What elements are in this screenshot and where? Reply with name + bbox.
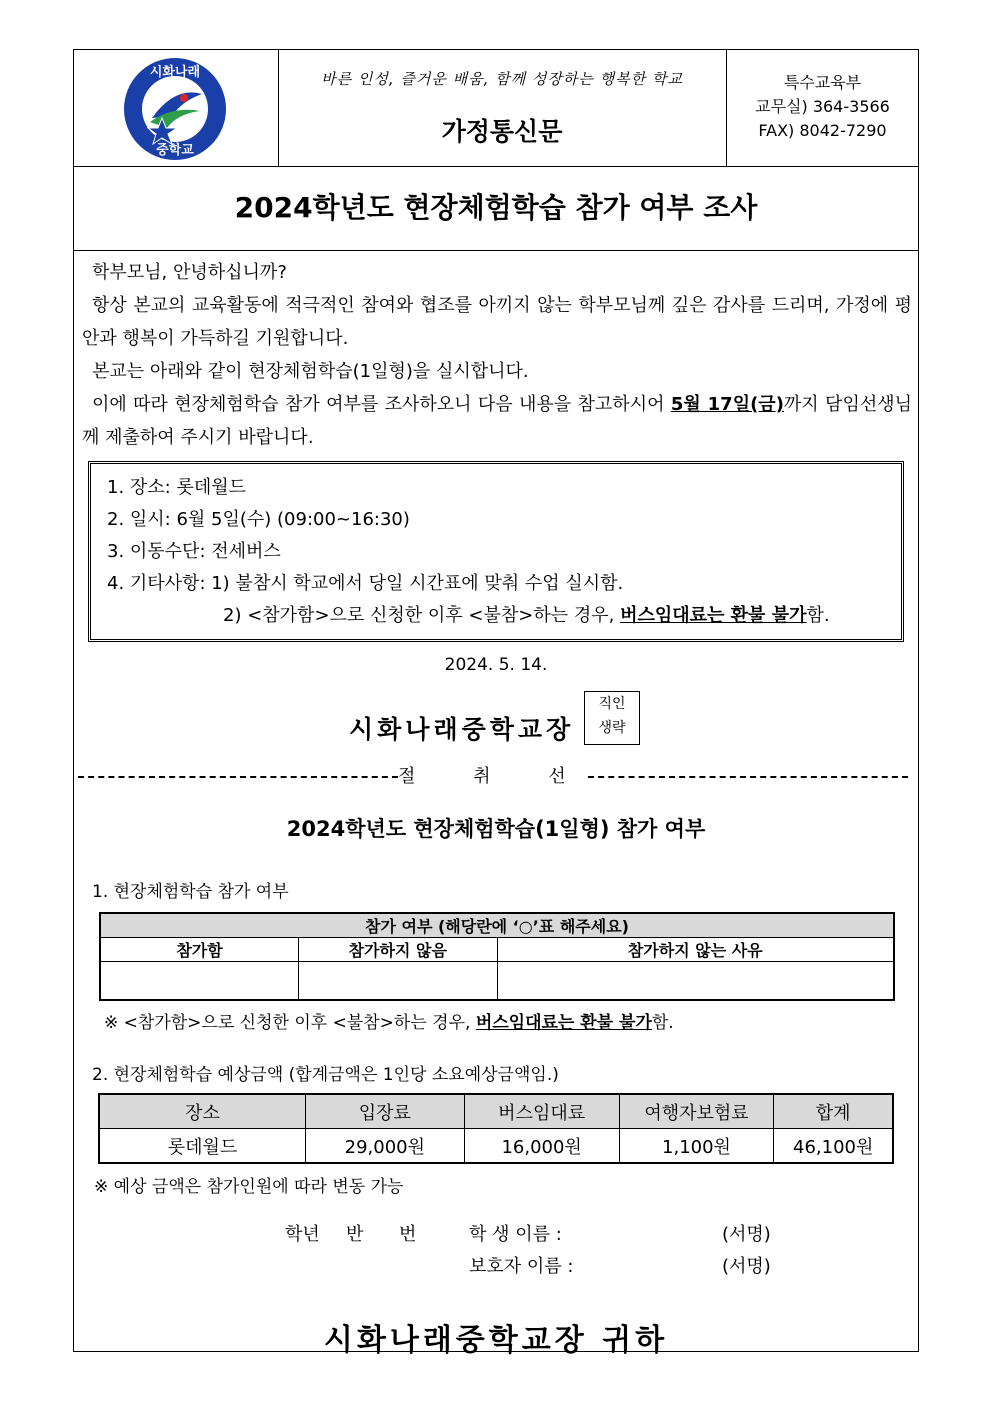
logo-text-bottom: 중학교 [156, 143, 194, 158]
reason-cell[interactable] [497, 962, 894, 1001]
refund-note-emph: 버스임대료는 환불 불가 [475, 1013, 652, 1033]
department: 특수교육부 [783, 73, 862, 92]
paragraph-3-end: 까지 담임선생님께 제출하여 주시기 바랍니다. [82, 394, 912, 448]
refund-note [104, 1008, 674, 1033]
school-motto: 바른 인성, 즐거운 배움, 함께 성장하는 행복한 학교 [321, 70, 683, 88]
stamp-line-1: 직인 [598, 696, 626, 712]
detail-datetime: 2. 일시: 6월 5일(수) (09:00~16:30) [107, 509, 410, 530]
student-name-label: 학 생 이름 : [469, 1224, 562, 1245]
school-logo [122, 56, 228, 162]
col-reason: 참가하지 않는 사유 [497, 938, 894, 962]
motto-cell [278, 50, 727, 166]
closing-address: 시화나래중학교장 귀하 [323, 1323, 669, 1358]
cost-col-total: 합계 [774, 1094, 893, 1129]
cost-insurance: 1,100원 [619, 1129, 774, 1164]
form-title: 2024학년도 현장체험학습(1일형) 참가 여부 [286, 817, 706, 841]
dash-right [588, 776, 908, 778]
grade-label: 학년 [285, 1224, 320, 1245]
paragraph-3 [82, 388, 912, 454]
participation-table [99, 912, 895, 1001]
class-label: 반 [346, 1224, 364, 1245]
cost-col-insurance: 여행자보험료 [619, 1094, 774, 1129]
stamp-line-2: 생략 [598, 720, 626, 736]
cut-line [78, 762, 912, 788]
col-attend: 참가함 [100, 938, 299, 962]
parent-sign: (서명) [722, 1256, 771, 1277]
logo-text-top: 시화나래 [149, 65, 201, 80]
detail-transport: 3. 이동수단: 전세버스 [107, 541, 281, 562]
greeting: 학부모님, 안녕하십니까? [92, 262, 287, 283]
cost-col-bus: 버스임대료 [464, 1094, 619, 1129]
refund-warning: 버스임대료는 환불 불가 [620, 605, 807, 626]
not-attend-cell[interactable] [299, 962, 498, 1001]
detail-notes: 4. 기타사항: 1) 불참시 학교에서 당일 시간표에 맞춰 수업 실시함. [107, 573, 624, 594]
letter-body [82, 256, 912, 454]
fax-number: FAX) 8042-7290 [758, 121, 887, 140]
col-not-attend: 참가하지 않음 [299, 938, 498, 962]
paragraph-1: 항상 본교의 교육활동에 적극적인 참여와 협조를 아끼지 않는 학부모님께 깊은 감사를 드리며, 가정에 평안과 행복이 가득하길 기원합니다. [82, 295, 912, 349]
deadline: 5월 17일(금) [670, 394, 784, 415]
detail-notes-2-end: 함. [806, 605, 830, 626]
issue-date: 2024. 5. 14. [444, 655, 548, 675]
cost-col-place: 장소 [99, 1094, 305, 1129]
detail-notes-2 [107, 600, 885, 632]
cost-note: ※ 예상 금액은 참가인원에 따라 변동 가능 [94, 1177, 404, 1197]
cut-line-label: 절 취 선 [398, 766, 592, 787]
paragraph-3-text: 이에 따라 현장체험학습 참가 여부를 조사하오니 다음 내용을 참고하시어 [92, 394, 671, 415]
paragraph-2: 본교는 아래와 같이 현장체험학습(1일형)을 실시합니다. [92, 361, 529, 382]
student-sign: (서명) [722, 1224, 771, 1245]
cost-bus: 16,000원 [464, 1129, 619, 1164]
phone-number: 교무실) 364-3566 [755, 97, 890, 116]
cost-admission: 29,000원 [305, 1129, 464, 1164]
refund-note-text: ※ <참가함>으로 신청한 이후 <불참>하는 경우, [104, 1013, 476, 1033]
detail-location: 1. 장소: 롯데월드 [107, 477, 247, 498]
cost-col-admission: 입장료 [305, 1094, 464, 1129]
cost-total: 46,100원 [774, 1129, 893, 1164]
refund-note-end: 함. [651, 1013, 674, 1033]
cost-place: 롯데월드 [99, 1129, 305, 1164]
participation-table-header: 참가 여부 (해당란에 ‘○’표 해주세요) [100, 913, 894, 938]
section-1-label: 1. 현장체험학습 참가 여부 [92, 882, 289, 902]
attend-cell[interactable] [100, 962, 299, 1001]
section-2-label: 2. 현장체험학습 예상금액 (합계금액은 1인당 소요예상금액임.) [92, 1065, 559, 1085]
cost-table [98, 1093, 894, 1164]
document-title: 2024학년도 현장체험학습 참가 여부 조사 [74, 166, 918, 251]
seal-stamp [584, 691, 640, 745]
parent-name-label: 보호자 이름 : [469, 1256, 574, 1277]
header [74, 50, 918, 167]
detail-notes-2-text: 2) <참가함>으로 신청한 이후 <불참>하는 경우, [223, 605, 621, 626]
newsletter-title: 가정통신문 [441, 117, 563, 146]
dash-left [78, 776, 398, 778]
document-frame [73, 49, 919, 1358]
logo-cell [74, 50, 279, 166]
details-box [88, 461, 904, 642]
number-label: 번 [399, 1224, 417, 1245]
principal-signature: 시화나래중학교장 [349, 715, 575, 744]
